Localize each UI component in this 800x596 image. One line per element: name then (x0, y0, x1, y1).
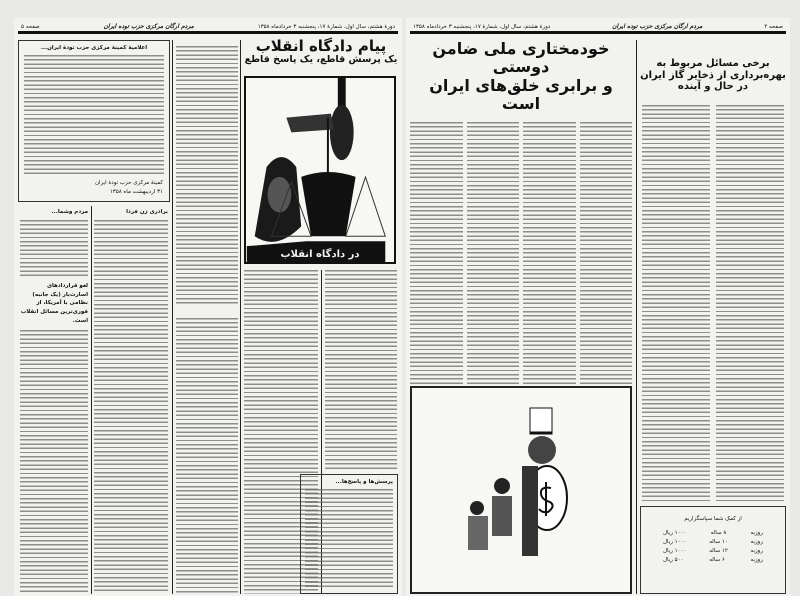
donation-row: روزبه ۶ ساله ۵۰۰ ریال (663, 557, 763, 563)
column-head: برادری زن فردا (126, 209, 168, 215)
donation-row: روزبه ۱۰ ساله ۱۰۰۰ ریال (663, 539, 763, 545)
body-text-column (305, 489, 393, 589)
column-women (94, 208, 168, 594)
side-headline-line1: برخی مسائل مربوط به (656, 58, 770, 69)
poster-caption: در دادگاه انقلاب (280, 248, 360, 260)
donations-box (640, 506, 786, 594)
column-head: مردم وشما... (51, 209, 88, 215)
side-article (640, 58, 786, 504)
masthead: مردم ارگان مرکزی حزب توده ایران (612, 23, 703, 30)
headline-line2: و برابری خلق‌های ایران است (429, 75, 613, 114)
side-headline-line2: بهره‌برداری از ذخایر گاز ایران (640, 69, 786, 81)
page-number: صفحه ۴ (764, 23, 783, 30)
headline-line1: خودمختاری ملی ضامن دوستی (432, 40, 610, 77)
cartoon-box (410, 386, 632, 594)
article-columns (408, 122, 634, 384)
headline: پیام دادگاه انقلاب (255, 37, 387, 55)
qa-title: پرسش‌ها و پاسخ‌ها... (335, 479, 393, 485)
body-text-column (523, 122, 576, 384)
issue-info: دورهٔ هشتم، سال اول، شمارهٔ ۱۷، پنجشنبه ۳ خردادماه ۱۳۵۸ (413, 23, 551, 30)
body-text-column (20, 220, 88, 278)
central-committee-statement (18, 40, 170, 202)
revolution-court-poster (244, 76, 396, 264)
side-headline-line3: در حال و آینده (677, 81, 749, 92)
donations-title: از کمک شما سپاسگزاریم (684, 516, 742, 522)
issue-info: دورهٔ هشتم، سال اول، شمارهٔ ۱۷، پنجشنبه ۳ خردادماه ۱۳۵۸ (257, 23, 395, 30)
body-text-column (94, 220, 168, 594)
body-text-column (176, 318, 238, 594)
uncle-sam-cartoon (412, 388, 630, 592)
body-text-column (410, 122, 463, 384)
column-letters (20, 208, 88, 594)
statement-date: ۳۱ اردیبهشت ماه ۱۳۵۸ (109, 189, 163, 195)
body-text-column (20, 330, 88, 594)
page-number: صفحه ۵ (21, 23, 40, 30)
body-text-column (467, 122, 520, 384)
column-divider (172, 40, 173, 594)
body-text-column (325, 270, 397, 470)
subheadline: یک پرسش قاطع، یک پاسخ قاطع (244, 54, 398, 66)
donation-row: روزبه ۸ ساله ۱۰۰۰ ریال (663, 530, 763, 536)
body-text-column (580, 122, 633, 384)
column-divider (91, 206, 92, 594)
qa-box (300, 474, 398, 594)
column-divider (636, 40, 637, 594)
side-headline-block (640, 58, 786, 93)
statement-title: اعلامیهٔ کمیتهٔ مرکزی حزب تودهٔ ایران... (40, 45, 148, 51)
body-text-column (176, 46, 238, 306)
newspaper-page-4 (406, 18, 790, 596)
body-text-column (716, 105, 784, 505)
main-article (408, 40, 634, 384)
newspaper-page-5 (14, 18, 402, 596)
headline-block (408, 40, 634, 114)
masthead: مردم ارگان مرکزی حزب توده ایران (103, 23, 194, 30)
body-text-column (642, 105, 710, 505)
page-header (410, 22, 786, 34)
donations-list (663, 529, 763, 565)
donation-row: روزبه ۱۲ ساله ۱۰۰۰ ریال (663, 548, 763, 554)
page-header (18, 22, 398, 34)
statement-signature: کمیتهٔ مرکزی حزب تودهٔ ایران (95, 180, 163, 186)
side-article-columns (640, 105, 786, 505)
headline-block (242, 38, 400, 66)
column-divider (240, 40, 241, 594)
subhead: لغو قراردادهای اسارت‌بار (یک جانبه) نظامی با آمریکا، از فوری‌ترین مسائل انقلاب است. (20, 282, 88, 324)
scales-of-justice-illustration (246, 78, 394, 262)
body-text-column (24, 55, 164, 175)
